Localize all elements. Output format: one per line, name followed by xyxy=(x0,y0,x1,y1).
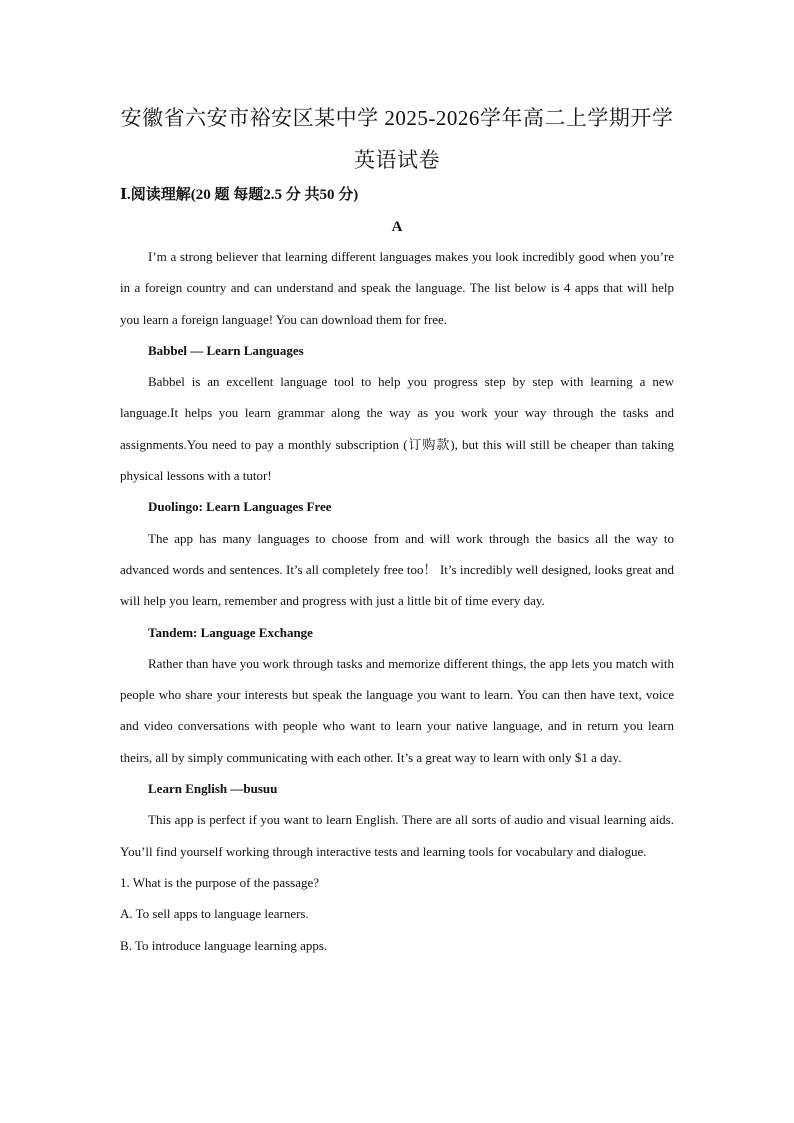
app-heading-babbel: Babbel — Learn Languages xyxy=(148,342,304,358)
app-heading-busuu: Learn English —busuu xyxy=(148,781,278,797)
passage-label: A xyxy=(391,219,403,235)
question-option-a: A. To sell apps to language learners. xyxy=(120,906,309,922)
section-heading: Ⅰ.阅读理解(20 题 每题2.5 分 共50 分) xyxy=(120,187,359,203)
exam-title-line2: 英语试卷 xyxy=(354,148,440,172)
app-text-busuu: This app is perfect if you want to learn English. There are all sorts of audio and visual learning aids. You’ll find yourself working through interactive tests and learning tools for vocabulary and dialogue. xyxy=(120,812,674,859)
question-stem: 1. What is the purpose of the passage? xyxy=(120,874,320,890)
app-text-babbel: Babbel is an excellent language tool to help you progress step by step with learning a new language.It helps you learn grammar along the way as you work your way through the tasks and assignments.You need to pay a monthly subscription (订购款), but this will still be cheaper than taking physical lessons with a tutor! xyxy=(120,374,674,484)
app-text-duolingo: The app has many languages to choose from and will work through the basics all the way to advanced words and sentences. It’s all completely free too！ It’s incredibly well designed, looks great and will help you learn, remember and progress with just a little bit of time every day. xyxy=(120,530,674,609)
question-option-b: B. To introduce language learning apps. xyxy=(120,937,328,953)
app-heading-duolingo: Duolingo: Learn Languages Free xyxy=(148,499,332,515)
passage-body xyxy=(120,241,674,961)
app-text-tandem: Rather than have you work through tasks and memorize different things, the app lets you match with people who share your interests but speak the language you want to learn. You can then have text, voice and video conversations with people who want to learn your native language, and in return you learn theirs, all by simply communicating with each other. It’s a great way to learn with only $1 a day. xyxy=(120,655,674,765)
app-heading-tandem: Tandem: Language Exchange xyxy=(148,624,313,640)
intro-paragraph: I’m a strong believer that learning different languages makes you look incredibly good when you’re in a foreign country and can understand and speak the language. The list below is 4 apps that will help you learn a foreign language! You can download them for free. xyxy=(120,249,674,327)
exam-title-line1: 安徽省六安市裕安区某中学 2025-2026学年高二上学期开学 xyxy=(120,106,674,130)
